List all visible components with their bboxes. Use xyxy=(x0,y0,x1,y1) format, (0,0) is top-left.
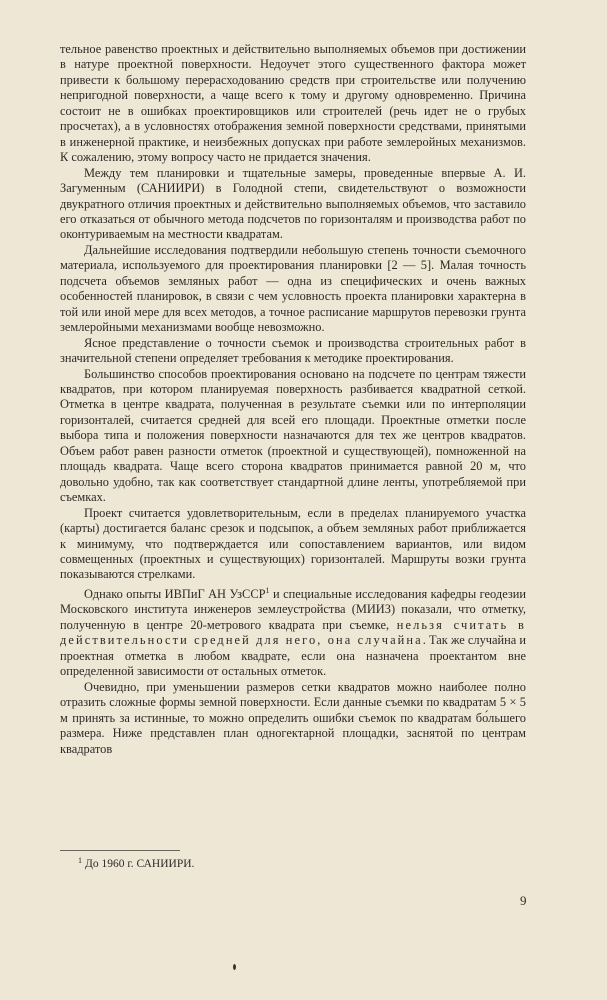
paragraph-2: Между тем планировки и тщательные замеры, проведенные впервые А. И. Загуменным (САНИИРИ) в Голодной степи, свидетельствуют о возможности двукратного отличия проектных и действительно выполняемых объемов, что заставило его отказаться от обычного метода подсчетов по горизонталям и производства работ по оконтуриваемым на местности квадратам. xyxy=(60,165,526,242)
paragraph-4: Ясное представление о точности съемок и производства строительных работ в значительной степени определяет требования к методике проектирования. xyxy=(60,335,526,366)
body-text xyxy=(60,42,526,757)
footnote xyxy=(60,858,194,870)
footnote-divider xyxy=(60,850,180,851)
ink-speck xyxy=(233,964,236,970)
paragraph-7-start: Однако опыты ИВПиГ АН УзССР xyxy=(84,586,266,601)
spaced-emphasis: нельзя считать в действительности средней для него, она случайна xyxy=(60,617,526,648)
paragraph-5: Большинство способов проектирования основано на подсчете по центрам тяжести квадратов, при котором планируемая поверхность разбивается квадратной сеткой. Отметка в центре квадрата, полученная в результате съемки или по интерполяции горизонталей, считается средней для всей его площади. Проектные отметки после выбора типа и положения поверхности назначаются для тех же центров квадратов. Объем работ равен разности отметок (проектной и существующей), помноженной на площадь квадрата. Чаще всего сторона квадратов принимается равной 20 м, что довольно удобно, так как соответствует стандартной длине ленты, употребляемой при съемках. xyxy=(60,366,526,505)
paragraph-7-middle: и специальные исследования кафедры геодезии Московского института инженеров землеустройства (МИИЗ) показали, что отметку, полученную в центре 20-метрового квадрата при съемке, xyxy=(60,586,526,632)
paragraph-7-end: . Так же случайна и проектная отметка в любом квадрате, если она назначена проектантом вне определенной зависимости от остальных отметок. xyxy=(60,633,527,679)
footnote-reference: 1 xyxy=(265,585,270,595)
paragraph-3: Дальнейшие исследования подтвердили небольшую степень точности съемочного материала, используемого для проектирования планировки [2 — 5]. Малая точность подсчета объемов земляных работ — одна из специфических и очень важных особенностей планировок, в связи с чем условность проекта планировки характерна в той или иной мере для всех методов, а точное расписание маршрутов перевозки грунта землеройными механизмами вообще невозможно. xyxy=(60,242,526,335)
footnote-text: До 1960 г. САНИИРИ. xyxy=(85,858,195,870)
paragraph-1: тельное равенство проектных и действительно выполняемых объемов при достижении в натуре проектной поверхности. Недоучет этого существенного фактора может привести к большому перерасходованию средств при строительстве или получению непригодной поверхности, а чаще всего к тому и другому одновременно. Причина состоит не в ошибках проектировщиков или строителей (речь идет не о грубых просчетах), а в условностях отображения земной поверхности средствами, принятыми в инженерной практике, и неизбежных допусках при работе землеройных механизмов. К сожалению, этому вопросу часто не придается значения. xyxy=(60,42,526,165)
paragraph-7 xyxy=(60,583,526,680)
paragraph-6: Проект считается удовлетворительным, если в пределах планируемого участка (карты) достигается баланс срезок и подсыпок, а объем земляных работ приближается к минимуму, что подтверждается или сопоставлением вариантов, или видом совмещенных (проектных и существующих) горизонталей. Маршруты возки грунта показываются стрелками. xyxy=(60,505,526,582)
paragraph-8: Очевидно, при уменьшении размеров сетки квадратов можно наиболее полно отразить сложные формы земной поверхности. Если данные съемки по квадратам 5 × 5 м принять за истинные, то можно определить ошибки съемок по квадратам бо́льшего размера. Ниже представлен план одногектарной площадки, заснятой по центрам квадратов xyxy=(60,679,526,756)
footnote-number: 1 xyxy=(78,856,82,865)
page-number: 9 xyxy=(520,893,527,908)
